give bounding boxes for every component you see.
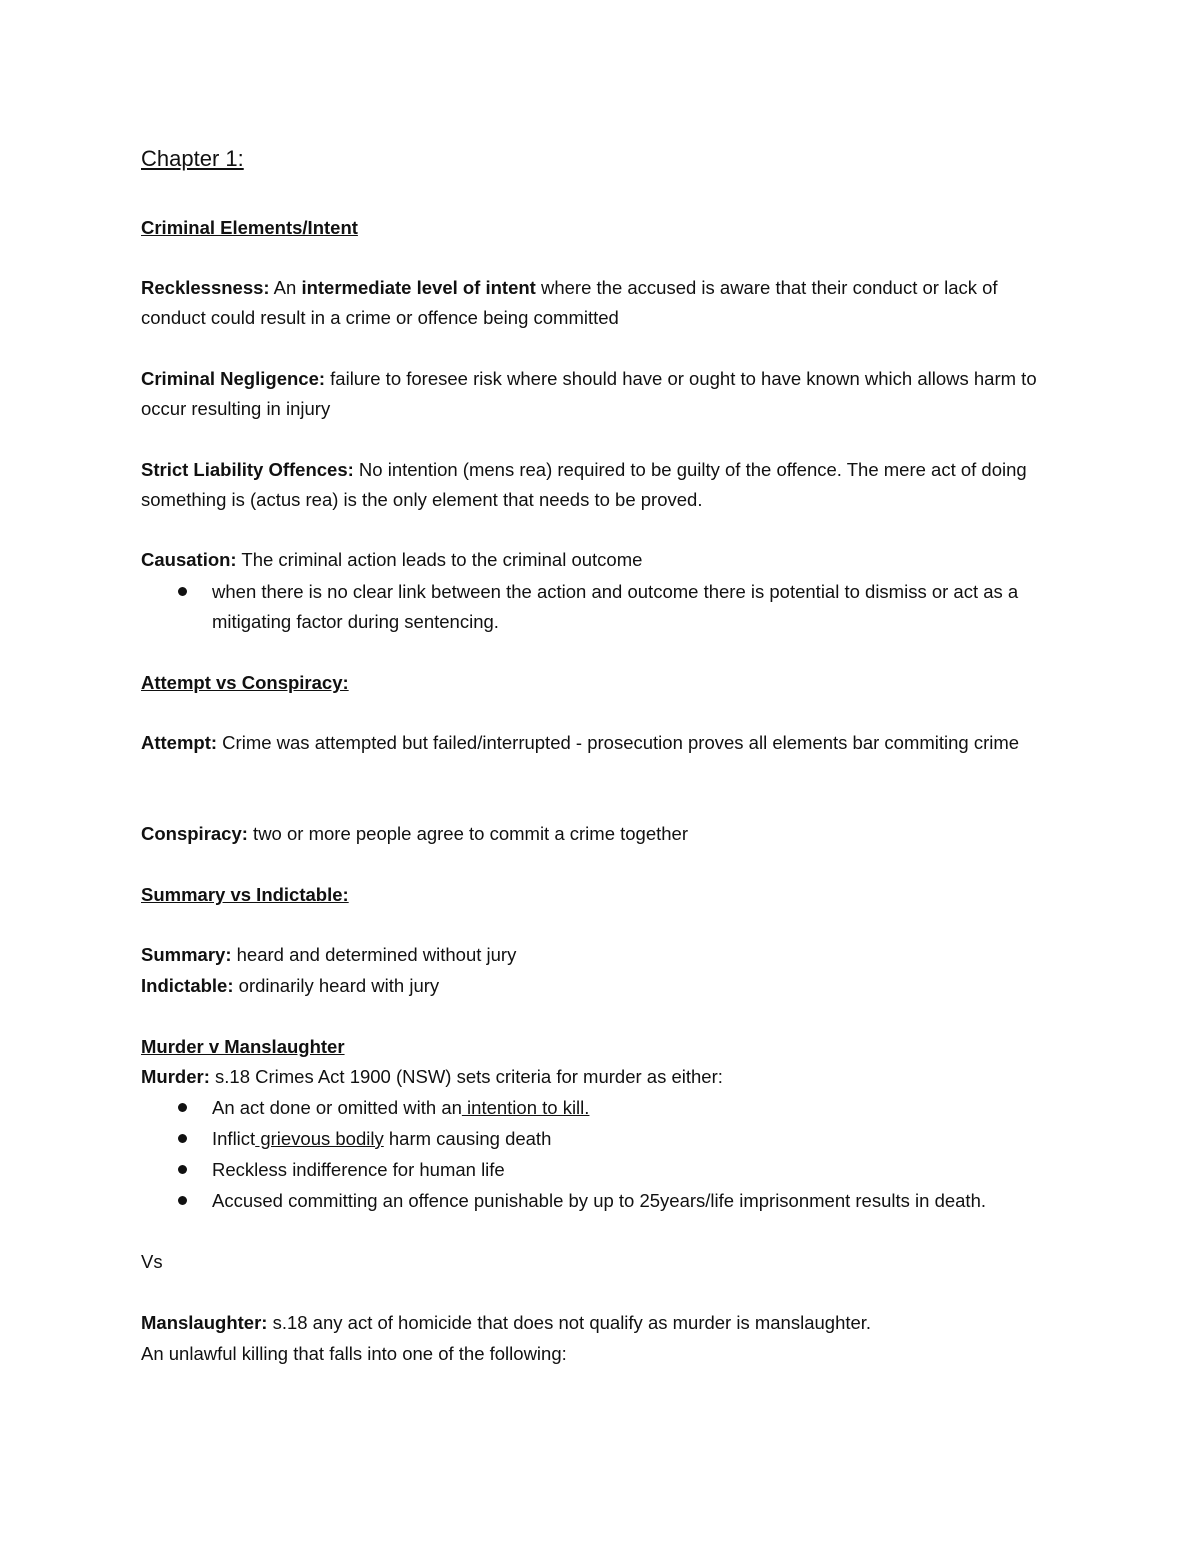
term-attempt: Attempt: — [141, 732, 218, 753]
bullet-grievous-pre: Inflict — [212, 1128, 256, 1149]
term-murder: Murder: — [141, 1066, 210, 1087]
bullet-intention-pre: An act done or omitted with an — [212, 1097, 462, 1118]
recklessness-emphasis: intermediate level of intent — [301, 277, 536, 298]
bullet-icon — [178, 1165, 187, 1174]
paragraph-unlawful-killing: An unlawful killing that falls into one of the following: — [141, 1343, 567, 1364]
recklessness-pre: An — [269, 277, 302, 298]
manslaughter-text: s.18 any act of homicide that does not qualify as murder is manslaughter. — [267, 1312, 872, 1333]
indictable-text: ordinarily heard with jury — [233, 975, 440, 996]
bullet-grievous-text — [212, 1124, 1062, 1154]
strict-liability-text: No intention (mens rea) required to be guilty of the offence. The mere act of doing something is (actus rea) is the only element that needs to be proved. — [141, 459, 1027, 510]
bullet-icon — [178, 1103, 187, 1112]
term-conspiracy: Conspiracy: — [141, 823, 248, 844]
murder-text: s.18 Crimes Act 1900 (NSW) sets criteria for murder as either: — [209, 1066, 723, 1087]
paragraph-attempt — [141, 728, 1061, 758]
paragraph-negligence — [141, 364, 1061, 424]
term-recklessness: Recklessness: — [141, 277, 270, 298]
causation-bullet-text: when there is no clear link between the action and outcome there is potential to dismiss or act as a mitigating factor during sentencing. — [212, 581, 1019, 632]
heading-murder-v-manslaughter: Murder v Manslaughter — [141, 1036, 345, 1057]
recklessness-text: where the accused is aware that their conduct or lack of conduct could result in a crime or offence being committed — [141, 277, 998, 328]
vs-label: Vs — [141, 1251, 163, 1272]
paragraph-conspiracy — [141, 819, 1061, 849]
bullet-icon — [178, 1196, 187, 1205]
term-manslaughter: Manslaughter: — [141, 1312, 268, 1333]
paragraph-strict-liability — [141, 455, 1061, 515]
attempt-text: Crime was attempted but failed/interrupted - prosecution proves all elements bar commiting crime — [217, 732, 1020, 753]
paragraph-manslaughter — [141, 1308, 1061, 1338]
bullet-intention-underlined: intention to kill. — [461, 1097, 590, 1118]
term-indictable: Indictable: — [141, 975, 234, 996]
bullet-icon — [178, 1134, 187, 1143]
paragraph-recklessness — [141, 273, 1061, 333]
paragraph-causation — [141, 545, 1061, 575]
paragraph-indictable — [141, 971, 1061, 1001]
summary-text: heard and determined without jury — [231, 944, 517, 965]
heading-attempt-vs-conspiracy: Attempt vs Conspiracy: — [141, 672, 349, 693]
chapter-title: Chapter 1: — [141, 146, 244, 171]
bullet-reckless-text: Reckless indifference for human life — [212, 1159, 505, 1180]
bullet-intention-text — [212, 1093, 1062, 1123]
heading-criminal-elements: Criminal Elements/Intent — [141, 217, 358, 238]
paragraph-murder — [141, 1062, 1061, 1092]
heading-summary-vs-indictable: Summary vs Indictable: — [141, 884, 349, 905]
causation-text: The criminal action leads to the criminal outcome — [236, 549, 643, 570]
conspiracy-text: two or more people agree to commit a crime together — [247, 823, 689, 844]
negligence-text: failure to foresee risk where should have or ought to have known which allows harm to occur resulting in injury — [141, 368, 1037, 419]
term-strict-liability: Strict Liability Offences: — [141, 459, 354, 480]
term-summary: Summary: — [141, 944, 232, 965]
bullet-offence-text: Accused committing an offence punishable by up to 25years/life imprisonment results in death. — [212, 1190, 987, 1211]
bullet-grievous-post: harm causing death — [383, 1128, 552, 1149]
bullet-icon — [178, 587, 187, 596]
term-negligence: Criminal Negligence: — [141, 368, 326, 389]
bullet-grievous-underlined: grievous bodily — [255, 1128, 384, 1149]
paragraph-summary — [141, 940, 1061, 970]
term-causation: Causation: — [141, 549, 237, 570]
